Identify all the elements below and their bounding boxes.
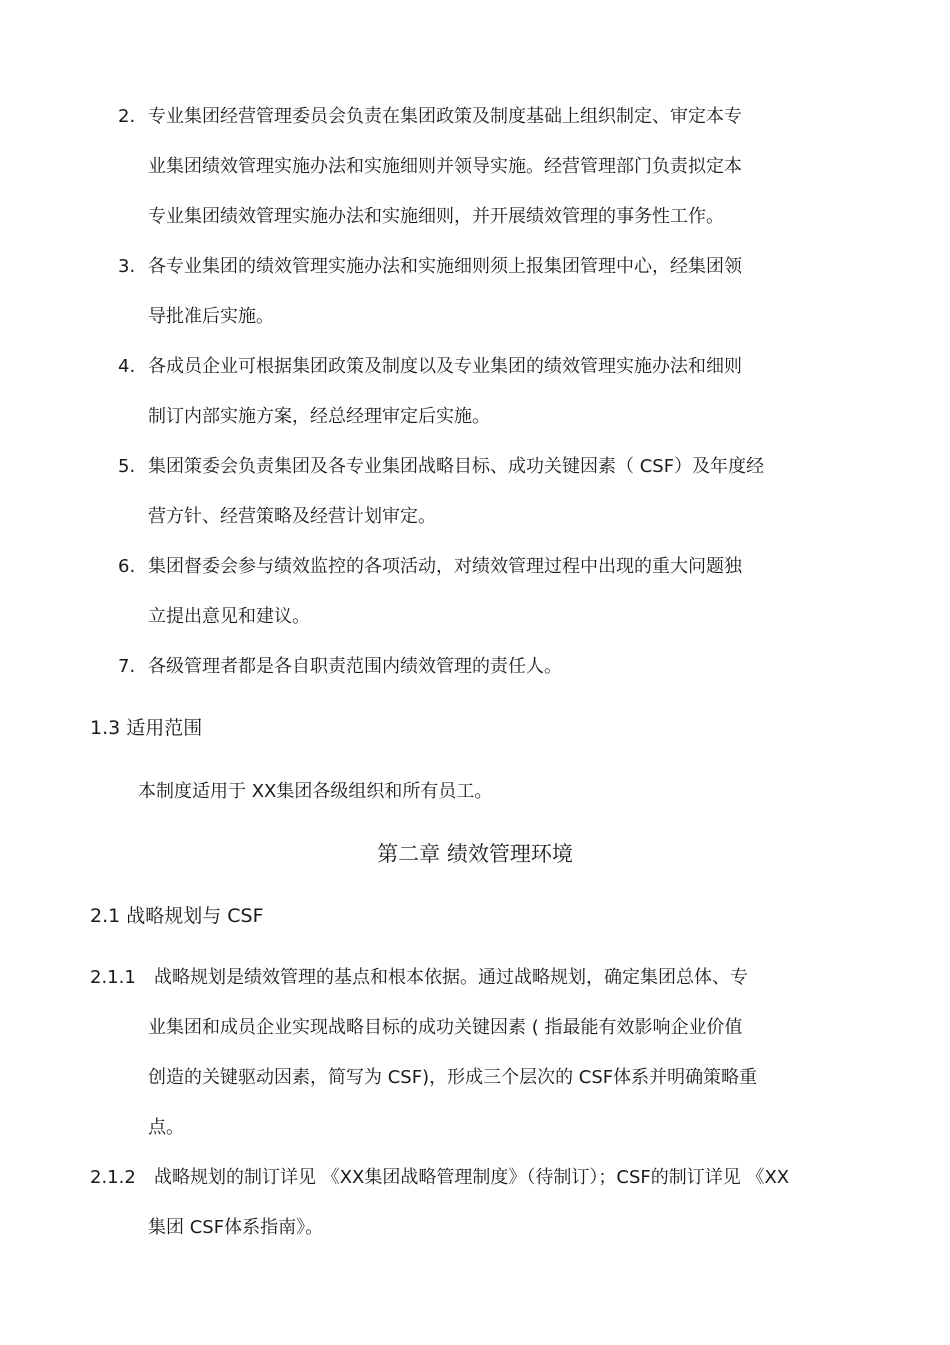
list-item-text: 营方针、经营策略及经营计划审定。	[148, 506, 436, 527]
list-item-text: 集团督委会参与绩效监控的各项活动，对绩效管理过程中出现的重大问题独	[148, 556, 742, 577]
section-body: 本制度适用于 XX集团各级组织和所有员工。	[138, 781, 493, 802]
list-number: 6.	[118, 556, 136, 577]
list-number: 5.	[118, 456, 136, 477]
list-item-text: 导批准后实施。	[148, 306, 274, 327]
list-item-text: 立提出意见和建议。	[148, 606, 310, 627]
list-item-text: 专业集团经营管理委员会负责在集团政策及制度基础上组织制定、审定本专	[148, 106, 742, 127]
clause-number: 2.1.2	[90, 1167, 136, 1188]
list-number: 3.	[118, 256, 136, 277]
list-item-text: 各成员企业可根据集团政策及制度以及专业集团的绩效管理实施办法和细则	[148, 356, 742, 377]
list-number: 7.	[118, 656, 136, 677]
clause-text: 战略规划是绩效管理的基点和根本依据。通过战略规划，确定集团总体、专	[154, 967, 748, 988]
list-number: 2.	[118, 106, 136, 127]
list-item-text: 各级管理者都是各自职责范围内绩效管理的责任人。	[148, 656, 562, 677]
clause-text: 点。	[148, 1117, 184, 1138]
list-item-text: 各专业集团的绩效管理实施办法和实施细则须上报集团管理中心，经集团领	[148, 256, 742, 277]
list-number: 4.	[118, 356, 136, 377]
chapter-title: 第二章 绩效管理环境	[377, 842, 573, 866]
clause-number: 2.1.1	[90, 967, 136, 988]
clause-text: 创造的关键驱动因素，简写为 CSF)，形成三个层次的 CSF体系并明确策略重	[148, 1067, 758, 1088]
clause-text: 集团 CSF体系指南》。	[148, 1217, 324, 1238]
list-item-text: 专业集团绩效管理实施办法和实施细则，并开展绩效管理的事务性工作。	[148, 206, 724, 227]
section-heading: 2.1 战略规划与 CSF	[90, 905, 264, 927]
clause-text: 业集团和成员企业实现战略目标的成功关键因素 ( 指最能有效影响企业价值	[148, 1017, 743, 1038]
list-item-text: 集团策委会负责集团及各专业集团战略目标、成功关键因素（ CSF）及年度经	[148, 456, 765, 477]
clause-text: 战略规划的制订详见 《XX集团战略管理制度》（待制订）；CSF的制订详见 《XX	[154, 1167, 790, 1188]
list-item-text: 业集团绩效管理实施办法和实施细则并领导实施。经营管理部门负责拟定本	[148, 156, 742, 177]
list-item-text: 制订内部实施方案，经总经理审定后实施。	[148, 406, 490, 427]
section-heading: 1.3 适用范围	[90, 717, 203, 739]
